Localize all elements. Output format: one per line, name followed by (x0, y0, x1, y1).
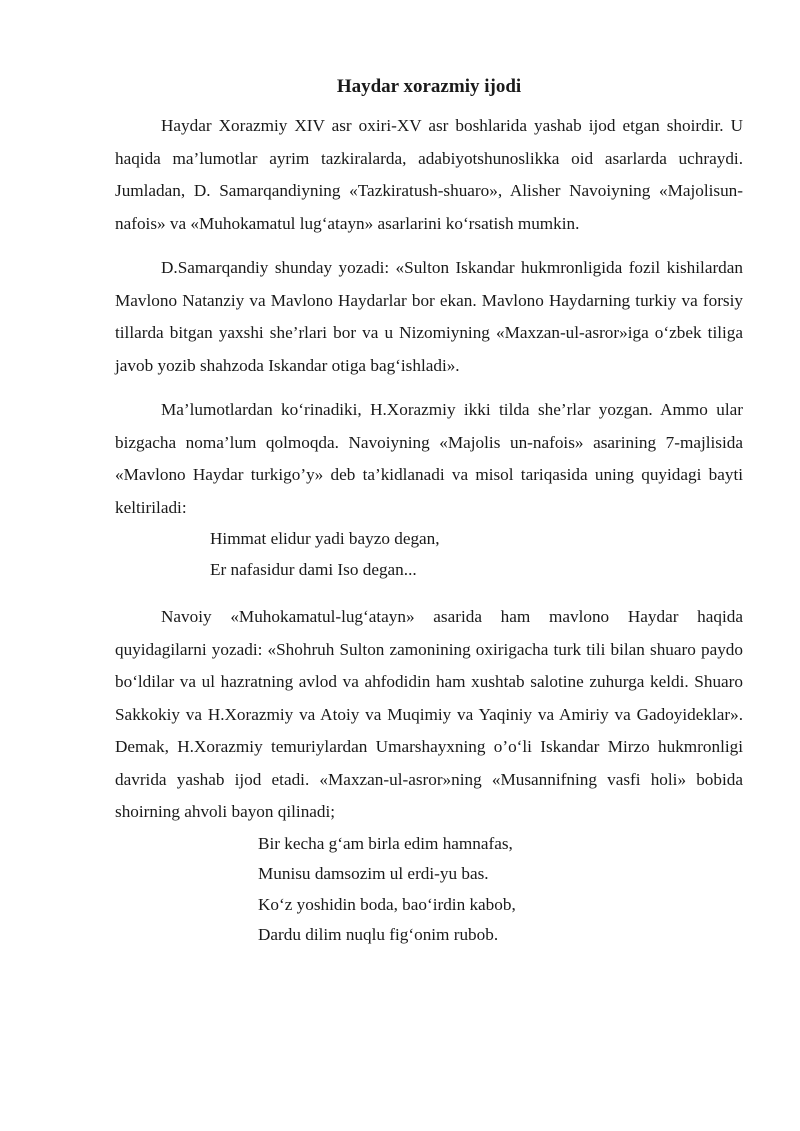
paragraph-2: D.Samarqandiy shunday yozadi: «Sulton Iskandar hukmronligida fozil kishilardan Mavlono Natanziy va Mavlono Haydarlar bor ekan. Mavlono Haydarning turkiy va forsiy tillarda bitgan yaxshi she’rlari bor va u Nizomiyning «Maxzan-ul-asror»iga o‘zbek tiliga javob yozib shahzoda Iskandar otiga bag‘ishladi». (115, 258, 743, 375)
verse-line: Dardu dilim nuqlu fig‘onim rubob. (258, 925, 499, 944)
verse-line: Munisu damsozim ul erdi-yu bas. (258, 864, 489, 883)
paragraph-gap (115, 585, 743, 601)
paragraph-gap (115, 382, 743, 394)
paragraph-4: Navoiy «Muhokamatul-lug‘atayn» asarida ham mavlono Haydar haqida quyidagilarni yozadi: «Shohruh Sulton zamonining oxirigacha turk tili bilan shuaro paydo bo‘ldilar va ul hazratning avlod va ahfodidin ham xushtab salotine zuhurga keldi. Shuaro Sakkokiy va H.Xorazmiy va Atoiy va Muqimiy va Yaqiniy va Amiriy va Gadoyideklar». Demak, H.Xorazmiy temuriylardan Umarshayxning o’o‘li Iskandar Mirzo hukmronligi davrida yashab ijod etadi. «Maxzan-ul-asror»ning «Musannifning vasfi holi» bobida shoirning ahvoli bayon qilinadi; (115, 607, 743, 821)
verse-line: Ko‘z yoshidin boda, bao‘irdin kabob, (258, 894, 516, 914)
verse-line: Himmat elidur yadi bayzo degan, (210, 529, 440, 548)
verse-block-1 (115, 524, 743, 585)
paragraph-3: Ma’lumotlardan ko‘rinadiki, H.Xorazmiy ikki tilda she’rlar yozgan. Ammo ular bizgacha noma’lum qolmoqda. Navoiyning «Majolis un-nafois» asarining 7-majlisida «Mavlono Haydar turkigo’y» deb ta’kidlanadi va misol tariqasida uning quyidagi bayti keltiriladi: (115, 400, 743, 517)
verse-line: Bir kecha g‘am birla edim hamnafas, (258, 833, 513, 853)
verse-line: Er nafasidur dami Iso degan... (210, 559, 417, 579)
verse-block-2 (115, 829, 743, 951)
paragraph-gap (115, 240, 743, 252)
document-page (115, 72, 743, 951)
document-title: Haydar xorazmiy ijodi (336, 76, 522, 97)
paragraph-1: Haydar Xorazmiy XIV asr oxiri-XV asr boshlarida yashab ijod etgan shoirdir. U haqida ma’lumotlar ayrim tazkiralarda, adabiyotshunoslikka oid asarlarda uchraydi. Jumladan, D. Samarqandiyning «Tazkiratush-shuaro», Alisher Navoiyning «Majolisun-nafois» va «Muhokamatul lug‘atayn» asarlarini ko‘rsatish mumkin. (115, 116, 743, 233)
